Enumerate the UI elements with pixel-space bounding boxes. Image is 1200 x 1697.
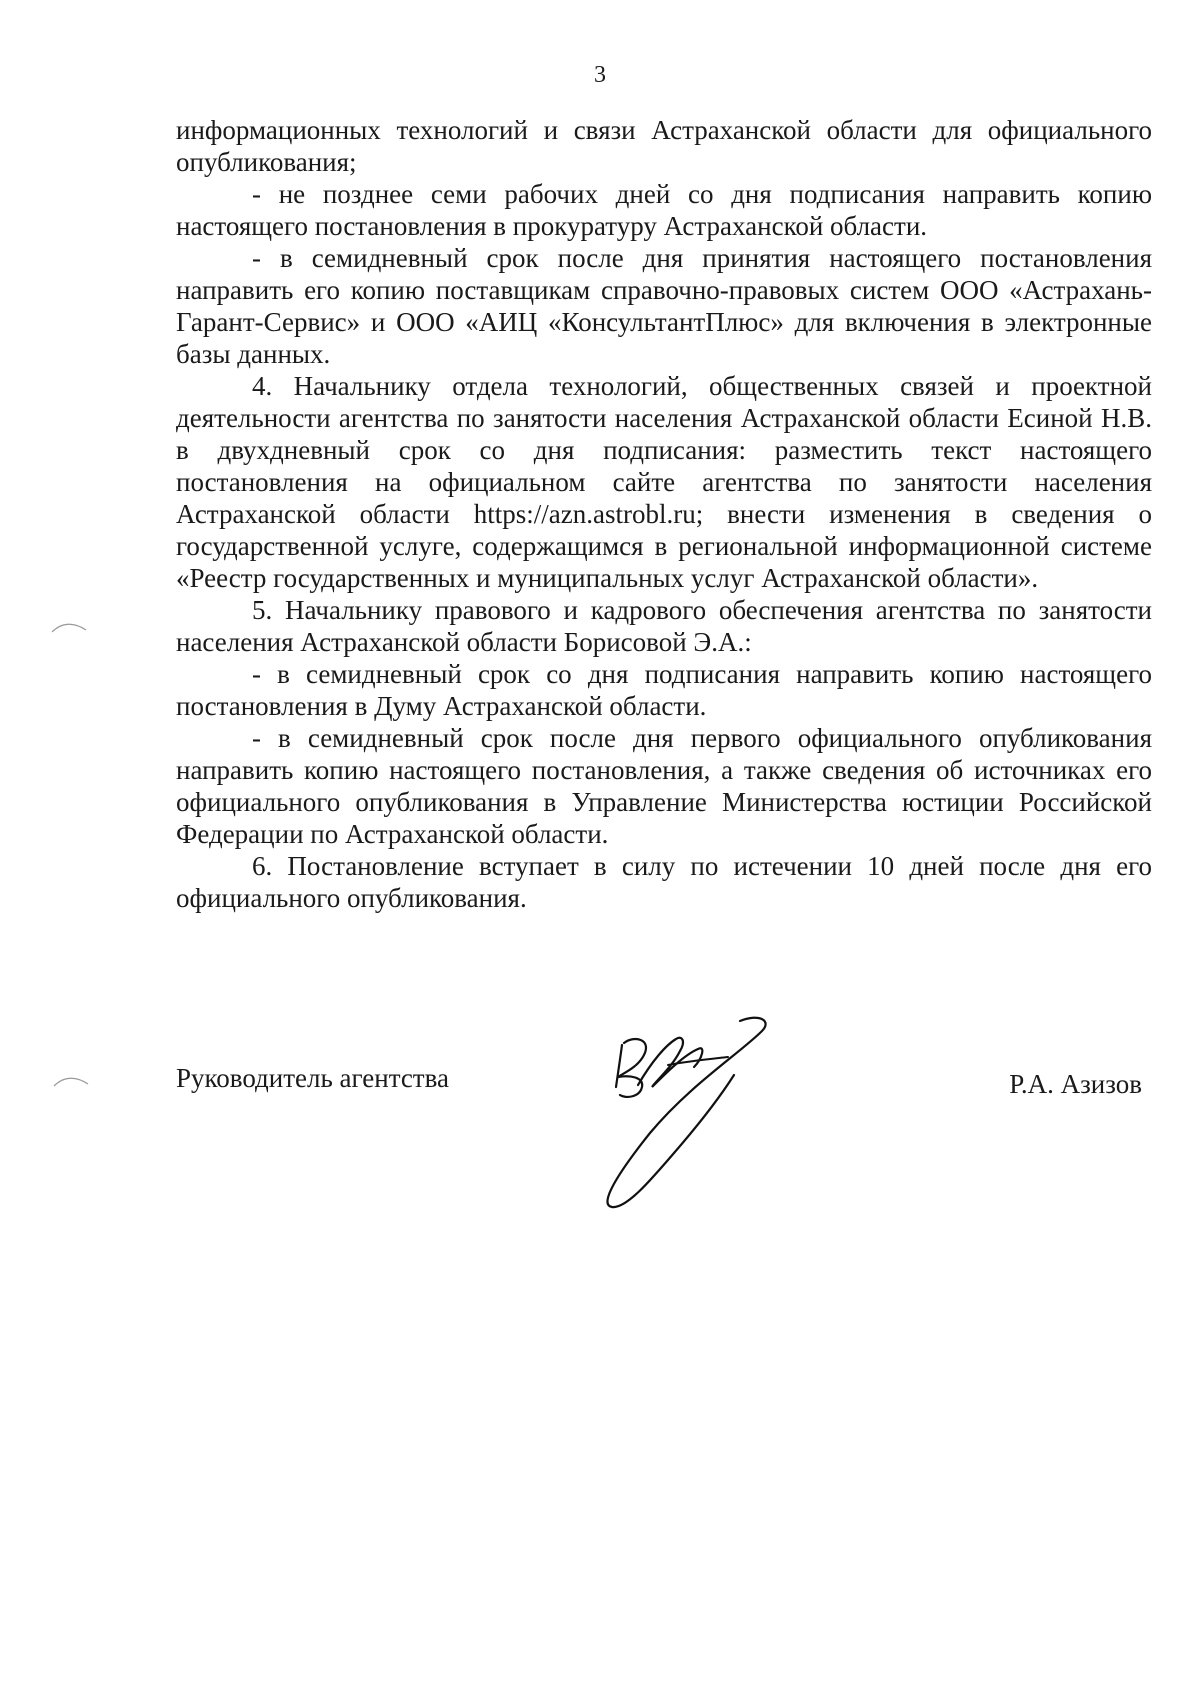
paragraph-item-5: 5. Начальнику правового и кадрового обеспечения агентства по занятости населения Астраханской области Борисовой Э.А.: [176, 595, 1152, 657]
paragraph-legal-systems-copy: - в семидневный срок после дня принятия настоящего постановления направить его копию поставщикам справочно-правовых систем ООО «Астрахань-Гарант-Сервис» и ООО «АИЦ «КонсультантПлюс» для включения в электронные базы данных. [176, 243, 1152, 369]
signer-name: Р.А. Азизов [1009, 1069, 1142, 1099]
paragraph-item-6: 6. Постановление вступает в силу по истечении 10 дней после дня его официального опубликования. [176, 851, 1152, 913]
signer-title: Руководитель агентства [176, 1063, 449, 1093]
scan-artifact-mark [52, 1072, 92, 1092]
paragraph-continuation-end: опубликования; [176, 147, 357, 177]
paragraph-prosecutor-copy: - не позднее семи рабочих дней со дня подписания направить копию настоящего постановления в прокуратуру Астраханской области. [176, 179, 1152, 241]
paragraph-ministry-copy: - в семидневный срок после дня первого официального опубликования направить копию настоящего постановления, а также сведения об источниках его официального опубликования в Управление Министерства юстиции Российской Федерации по Астраханской области. [176, 723, 1152, 849]
scan-artifact-mark [50, 618, 90, 638]
page-number: 3 [594, 62, 606, 88]
paragraph-duma-copy: - в семидневный срок со дня подписания направить копию настоящего постановления в Думу Астраханской области. [176, 659, 1152, 721]
paragraph-item-4: 4. Начальнику отдела технологий, общественных связей и проектной деятельности агентства по занятости населения Астраханской области Есиной Н.В. в двухдневный срок со дня подписания: разместить текст настоящего постановления на официальном сайте агентства по занятости населения Астраханской области https://azn.astrobl.ru; внести изменения в сведения о государственной услуге, содержащимся в региональной информационной системе «Реестр государственных и муниципальных услуг Астраханской области». [176, 371, 1152, 593]
paragraph-continuation-line: информационных технологий и связи Астраханской области для официального [176, 115, 1152, 145]
handwritten-signature [590, 1015, 830, 1215]
document-body [176, 114, 1152, 914]
